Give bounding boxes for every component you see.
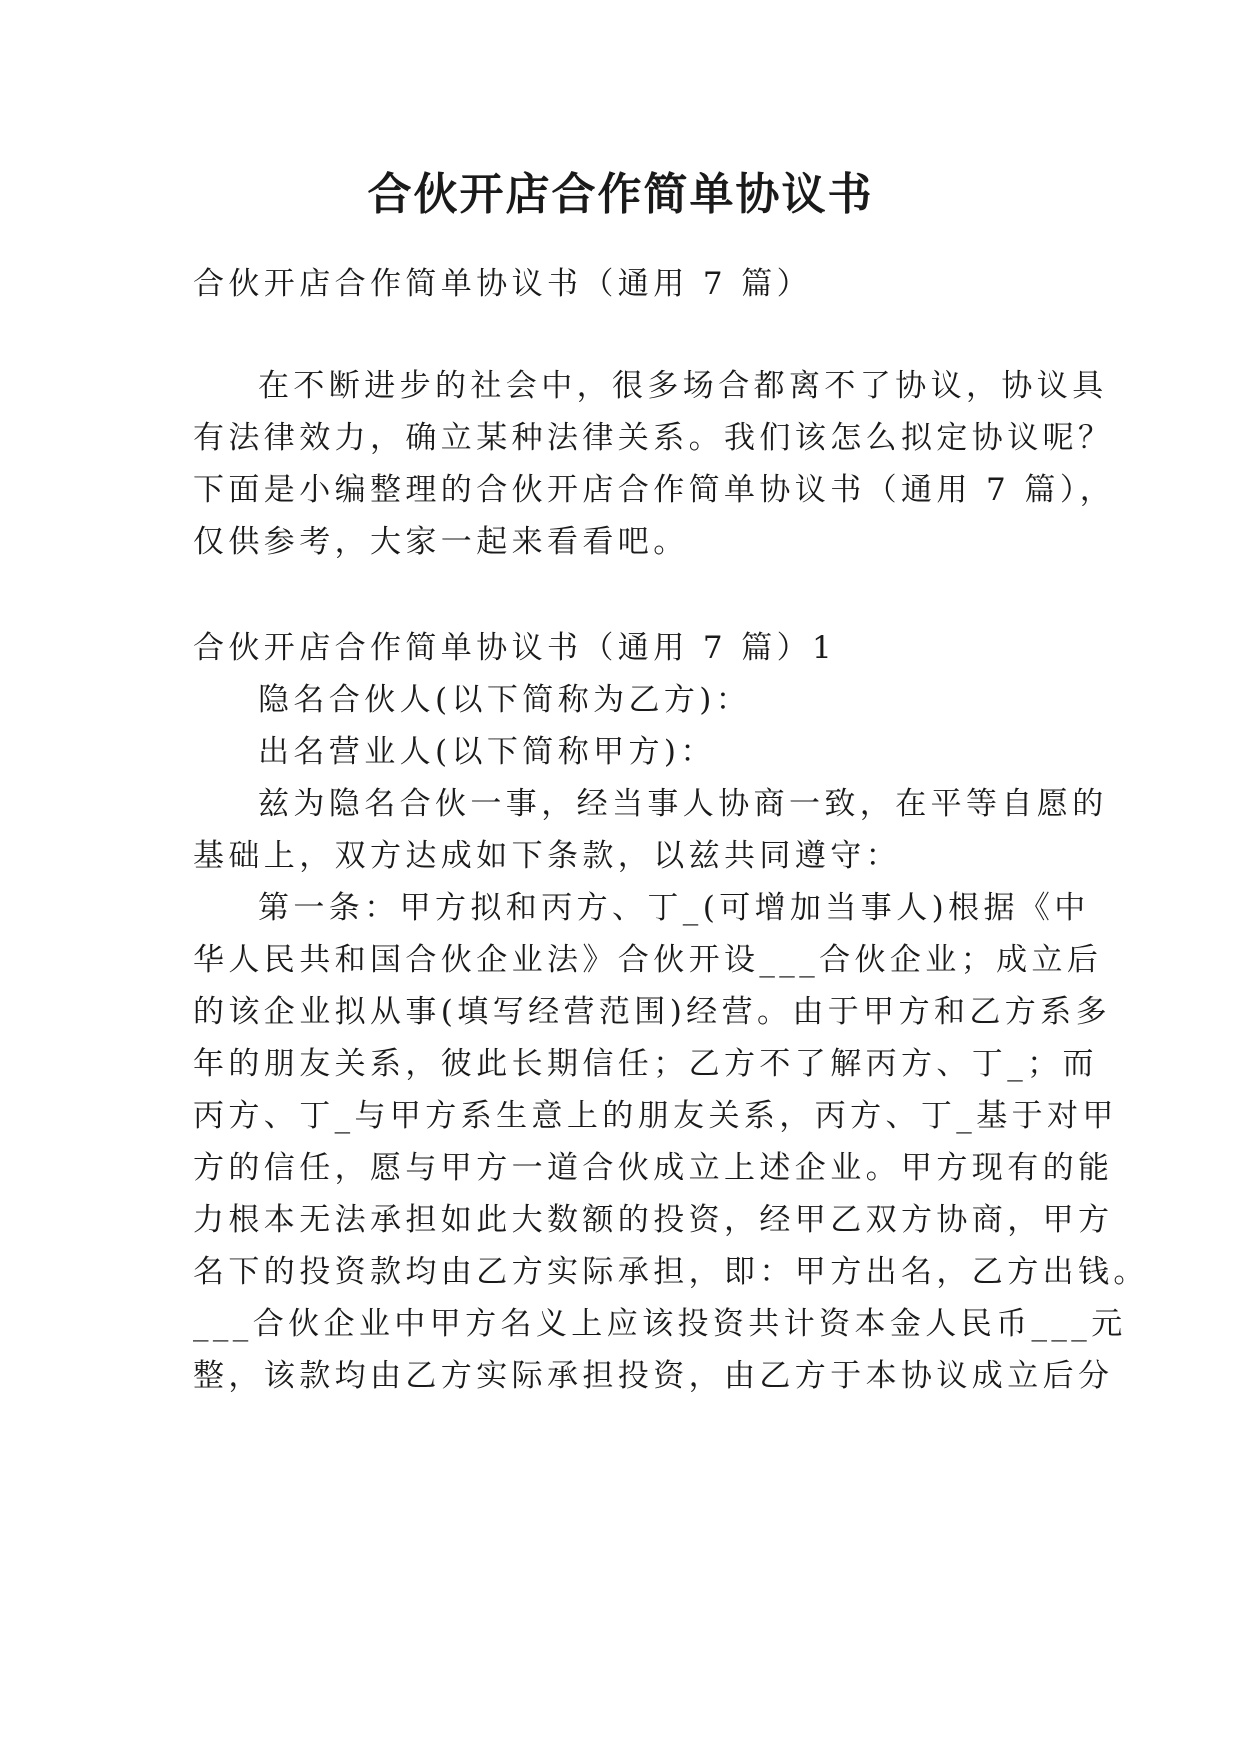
body-line: 隐名合伙人(以下简称为乙方)： (258, 682, 752, 718)
intro-line: 仅供参考，大家一起来看看吧。 (193, 524, 689, 560)
body-line: 第一条：甲方拟和丙方、丁_(可增加当事人)根据《中 (258, 890, 1090, 926)
intro-line: 在不断进步的社会中，很多场合都离不了协议，协议具 (258, 368, 1108, 404)
intro-line: 有法律效力，确立某种法律关系。我们该怎么拟定协议呢？ (193, 420, 1114, 456)
document-title: 合伙开店合作简单协议书 (367, 169, 874, 220)
body-line: 兹为隐名合伙一事，经当事人协商一致，在平等自愿的 (258, 786, 1108, 822)
body-line: 华人民共和国合伙企业法》合伙开设___合伙企业；成立后 (193, 942, 1103, 978)
intro-line: 下面是小编整理的合伙开店合作简单协议书（通用 7 篇）， (193, 472, 1116, 508)
body-line: 力根本无法承担如此大数额的投资，经甲乙双方协商，甲方 (193, 1202, 1114, 1238)
body-line: 的该企业拟从事(填写经营范围)经营。由于甲方和乙方系多 (193, 994, 1111, 1030)
body-line: 名下的投资款均由乙方实际承担，即：甲方出名，乙方出钱。 (193, 1254, 1149, 1290)
body-line: 方的信任，愿与甲方一道合伙成立上述企业。甲方现有的能 (193, 1150, 1114, 1186)
body-line: 基础上，双方达成如下条款，以兹共同遵守： (193, 838, 901, 874)
document-subtitle: 合伙开店合作简单协议书（通用 7 篇） (193, 266, 813, 302)
body-line: 年的朋友关系，彼此长期信任；乙方不了解丙方、丁_；而 (193, 1046, 1098, 1082)
section-heading: 合伙开店合作简单协议书（通用 7 篇）1 (193, 630, 837, 666)
body-line: ___合伙企业中甲方名义上应该投资共计资本金人民币___元 (193, 1306, 1127, 1342)
body-line: 整，该款均由乙方实际承担投资，由乙方于本协议成立后分 (193, 1358, 1114, 1394)
body-line: 出名营业人(以下简称甲方)： (258, 734, 716, 770)
body-line: 丙方、丁_与甲方系生意上的朋友关系，丙方、丁_基于对甲 (193, 1098, 1118, 1134)
